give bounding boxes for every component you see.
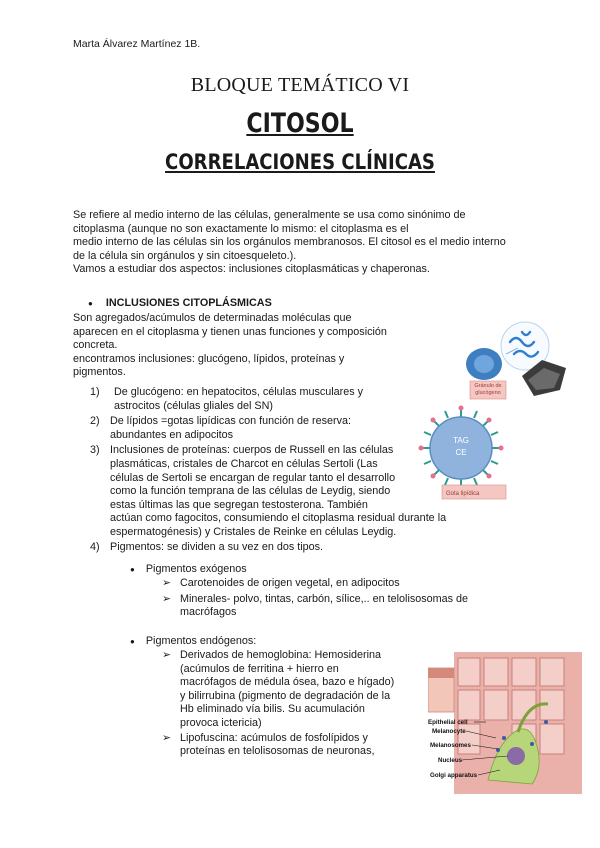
numbered-list bbox=[90, 386, 446, 554]
arrow-bullet-icon: ➢ bbox=[162, 577, 172, 589]
exogenous-list bbox=[162, 577, 468, 620]
sub-list-line: macrófagos bbox=[180, 606, 237, 619]
glycogen-caption: Gránulo de glucógeno bbox=[474, 383, 502, 396]
exogenous-title: Pigmentos exógenos bbox=[145, 563, 247, 575]
bullet-icon: ● bbox=[88, 299, 93, 308]
intro-line: Se refiere al medio interno de las células, generalmente se usa como sinónimo de bbox=[73, 209, 466, 221]
page-title: CITOSOL bbox=[246, 108, 354, 139]
bullet-icon: ● bbox=[130, 637, 135, 646]
lipid-caption: Gota lipídica bbox=[446, 491, 480, 497]
sub-list-item bbox=[162, 649, 394, 731]
list-number: 1) bbox=[90, 386, 100, 398]
endogenous-title: Pigmentos endógenos: bbox=[145, 635, 257, 647]
list-line: De glucógeno: en hepatocitos, células musculares y bbox=[114, 386, 364, 398]
section-description bbox=[73, 312, 387, 380]
sub-list-item bbox=[162, 593, 468, 620]
list-item bbox=[90, 444, 446, 539]
exogenous-heading bbox=[130, 563, 247, 577]
list-item bbox=[90, 386, 446, 413]
author-line: Marta Álvarez Martínez 1B. bbox=[73, 38, 201, 50]
list-line: abundantes en adipocitos bbox=[110, 428, 234, 441]
endogenous-list bbox=[162, 649, 394, 759]
sub-list-line: provoca ictericia) bbox=[180, 716, 262, 729]
sub-list-item bbox=[162, 577, 468, 591]
sub-list-line: Carotenoides de origen vegetal, en adipocitos bbox=[180, 577, 400, 589]
arrow-bullet-icon: ➢ bbox=[162, 592, 172, 605]
arrow-bullet-icon: ➢ bbox=[162, 731, 172, 744]
label-nucleus: Nucleus bbox=[438, 757, 463, 764]
list-line: estas últimas las que segregan testosterona. También bbox=[110, 498, 368, 511]
label-golgi: Golgi apparatus bbox=[430, 772, 478, 779]
glycogen-figure bbox=[462, 318, 572, 408]
list-number: 3) bbox=[90, 444, 100, 457]
intro-line: medio interno de las células sin los orgánulos membranosos. El citosol es el medio interno bbox=[73, 236, 506, 249]
block-title: BLOQUE TEMÁTICO VI bbox=[190, 74, 410, 96]
list-line: plasmáticas, cristales de Charcot en células Sertoli (Las bbox=[110, 457, 378, 470]
desc-line: concreta. bbox=[73, 339, 118, 352]
list-line: astrocitos (células gliales del SN) bbox=[114, 399, 274, 412]
page-subtitle: CORRELACIONES CLÍNICAS bbox=[165, 150, 435, 174]
desc-line: pigmentos. bbox=[73, 366, 126, 379]
label-melanocyte: Melanocyte bbox=[432, 728, 466, 735]
lipid-core-label: CE bbox=[455, 448, 467, 457]
intro-line: Vamos a estudiar dos aspectos: inclusiones citoplasmáticas y chaperonas. bbox=[73, 263, 430, 276]
intro-line: citoplasma (aunque no son exactamente lo mismo: el citoplasma es el bbox=[73, 222, 409, 235]
list-number: 2) bbox=[90, 415, 100, 428]
sub-list-line: Minerales- polvo, tintas, carbón, sílice,.. en telolisosomas de bbox=[180, 592, 469, 605]
sub-list-line: (acúmulos de ferritina + hierro en bbox=[180, 662, 339, 675]
desc-line: encontramos inclusiones: glucógeno, lípidos, proteínas y bbox=[73, 352, 345, 365]
arrow-bullet-icon: ➢ bbox=[162, 649, 172, 661]
list-number: 4) bbox=[90, 540, 100, 553]
sub-list-item bbox=[162, 732, 394, 759]
desc-line: Son agregados/acúmulos de determinadas moléculas que bbox=[73, 312, 352, 324]
melanocyte-figure bbox=[428, 652, 584, 794]
bullet-icon: ● bbox=[130, 565, 135, 574]
sub-list-line: macrófagos de médula ósea, bazo e hígado) bbox=[180, 676, 395, 689]
section-heading bbox=[88, 297, 272, 311]
sub-list-line: Hb eliminado vía bilis. Su acumulación bbox=[180, 703, 365, 716]
list-item bbox=[90, 415, 446, 442]
sub-list-line: Lipofuscina: acúmulos de fosfolípidos y bbox=[180, 731, 368, 744]
list-line: Pigmentos: se dividen a su vez en dos tipos. bbox=[110, 540, 324, 553]
section-heading-text: INCLUSIONES CITOPLÁSMICAS bbox=[105, 297, 272, 309]
nucleus bbox=[507, 747, 525, 765]
sub-list-line: proteínas en telolisosomas de neuronas, bbox=[180, 745, 375, 758]
intro-paragraph bbox=[73, 209, 506, 277]
list-line: actúan como fagocitos, consumiendo el citoplasma residual durante la bbox=[110, 512, 447, 525]
label-epithelial-cell: Epithelial cell bbox=[428, 719, 468, 726]
sub-list-line: Derivados de hemoglobina: Hemosiderina bbox=[180, 649, 382, 661]
intro-line: de la célula sin orgánulos y sin citoesqueleto.). bbox=[73, 249, 297, 262]
list-item bbox=[90, 541, 446, 555]
lipid-core-label: TAG bbox=[453, 436, 469, 445]
sub-list-line: y bilirrubina (pigmento de degradación de la bbox=[180, 689, 391, 702]
list-line: como la función temprana de las células de Leydig, siendo bbox=[110, 485, 391, 498]
lipid-droplet-figure bbox=[416, 403, 516, 501]
desc-line: aparecen en el citoplasma y tienen unas funciones y composición bbox=[73, 325, 387, 338]
endogenous-heading bbox=[130, 635, 256, 649]
list-line: De lípidos =gotas lipídicas con función de reserva: bbox=[110, 415, 351, 428]
list-line: espermatogénesis) y Cristales de Reinke en células Leydig. bbox=[110, 525, 397, 538]
list-line: células de Sertoli se encargan de regular tanto el desarrollo bbox=[110, 471, 396, 484]
list-line: Inclusiones de proteínas: cuerpos de Russell en las células bbox=[110, 444, 394, 457]
label-melanosomes: Melanosomes bbox=[430, 742, 471, 749]
